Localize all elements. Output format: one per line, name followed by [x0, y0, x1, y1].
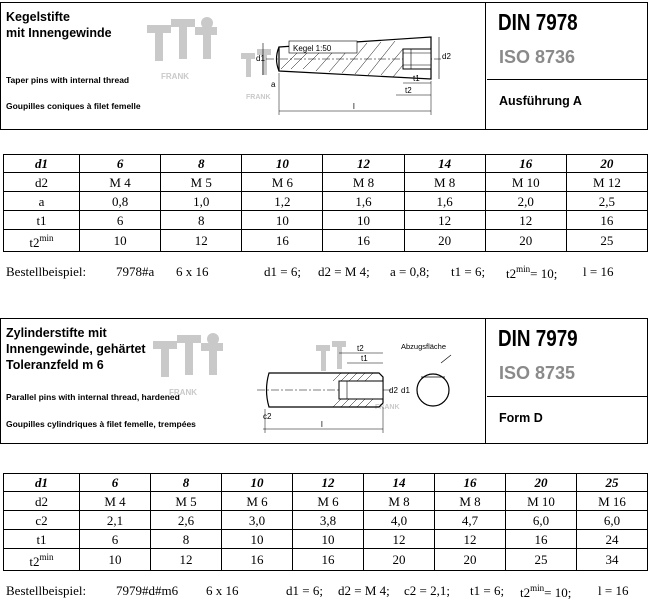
order-t2-sup: min	[530, 583, 545, 593]
table-cell: 6,0	[577, 511, 648, 530]
dim-d2: d2	[389, 386, 398, 395]
table-cell: 1,0	[161, 192, 242, 211]
header-cell: 16	[485, 155, 566, 173]
row-label: d2	[4, 173, 80, 192]
order-size: 6 x 16	[176, 264, 209, 279]
table-cell: 16	[506, 530, 577, 549]
header-cell: 6	[80, 474, 151, 492]
row-label	[4, 549, 80, 571]
table-cell: 8	[151, 530, 222, 549]
order-d2: d2 = M 4;	[318, 264, 370, 279]
table-cell: M 4	[80, 173, 161, 192]
table-cell: 12	[435, 530, 506, 549]
order-t2-value: = 10;	[530, 266, 558, 281]
row-label: c2	[4, 511, 80, 530]
row-label-text: t2	[29, 554, 40, 569]
section1-title: Kegelstifte mit Innengewinde	[6, 10, 112, 40]
table-cell: 8	[161, 211, 242, 230]
header-cell: 8	[151, 474, 222, 492]
table-cell: 10	[242, 211, 323, 230]
table-cell: M 12	[566, 173, 647, 192]
table-cell: 1,2	[242, 192, 323, 211]
section1-subtitle-fr: Goupilles coniques à filet femelle	[6, 101, 141, 111]
table-row	[4, 492, 648, 511]
header-cell: 10	[242, 155, 323, 173]
table-cell: 6	[80, 530, 151, 549]
dim-d2: d2	[442, 52, 451, 61]
table-cell: M 10	[485, 173, 566, 192]
order-t2-value: = 10;	[544, 585, 572, 600]
dim-t1: t1	[361, 354, 368, 363]
row-label: t1	[4, 530, 80, 549]
table-cell: 0,8	[80, 192, 161, 211]
flat-label: Abzugsfläche	[401, 342, 447, 351]
table-row	[4, 530, 648, 549]
header-cell: 14	[404, 155, 485, 173]
header-cell: 8	[161, 155, 242, 173]
table-cell: M 6	[242, 173, 323, 192]
table-cell: M 4	[80, 492, 151, 511]
dim-l: l	[353, 102, 355, 111]
section1-subtitle-en: Taper pins with internal thread	[6, 75, 130, 85]
section2-subtitle-fr: Goupilles cylindriques à filet femelle, trempées	[6, 419, 196, 429]
section2-title: Zylinderstifte mit Innengewinde, gehärtet Toleranzfeld m 6	[6, 326, 146, 372]
table-cell: M 5	[161, 173, 242, 192]
order-code: 7978#a	[116, 264, 155, 279]
table-cell: 12	[404, 211, 485, 230]
table-row	[4, 549, 648, 571]
section1-technical-drawing	[141, 3, 471, 129]
section1-variant: Ausführung A	[499, 94, 582, 108]
table-cell: 12	[151, 549, 222, 571]
section2-variant: Form D	[499, 411, 543, 425]
taper-label: Kegel 1:50	[293, 44, 332, 53]
table-cell: 2,5	[566, 192, 647, 211]
table-cell: M 8	[364, 492, 435, 511]
order-t1: t1 = 6;	[451, 264, 486, 279]
table-row	[4, 173, 648, 192]
table-cell: M 5	[151, 492, 222, 511]
order-l: l = 16	[583, 264, 614, 279]
table-cell: 10	[222, 530, 293, 549]
table-cell: 12	[364, 530, 435, 549]
order-c2: c2 = 2,1;	[404, 583, 450, 598]
order-t2-sup: min	[516, 264, 531, 274]
header-cell: 25	[577, 474, 648, 492]
table-cell: 16	[293, 549, 364, 571]
frank-logo-text-2: FRANK	[246, 94, 271, 101]
table-row	[4, 474, 648, 492]
header-cell: 12	[293, 474, 364, 492]
section1-header	[0, 2, 648, 130]
section2-technical-drawing	[151, 319, 483, 443]
dim-t1: t1	[413, 74, 420, 83]
table-cell: M 8	[404, 173, 485, 192]
order-t2-label: t2	[506, 266, 517, 281]
row-label: a	[4, 192, 80, 211]
order-l: l = 16	[598, 583, 629, 598]
table-cell: 10	[293, 530, 364, 549]
table-cell: 24	[577, 530, 648, 549]
table-cell: 3,0	[222, 511, 293, 530]
dim-d1: d1	[256, 54, 265, 63]
table-cell: 16	[566, 211, 647, 230]
order-code: 7979#d#m6	[116, 583, 179, 598]
header-cell: 10	[222, 474, 293, 492]
header-cell: 20	[506, 474, 577, 492]
table-cell: 1,6	[404, 192, 485, 211]
header-cell: 20	[566, 155, 647, 173]
header-cell: 12	[323, 155, 404, 173]
section2-header	[0, 318, 648, 444]
table-row	[4, 211, 648, 230]
table-cell: 20	[435, 549, 506, 571]
frank-logo-text: FRANK	[169, 388, 197, 397]
table-cell: 10	[323, 211, 404, 230]
table-cell: 16	[242, 230, 323, 252]
table-cell: 25	[506, 549, 577, 571]
section1-dimension-table	[3, 154, 648, 252]
order-d1: d1 = 6;	[264, 264, 301, 279]
row-label-text: t2	[29, 235, 40, 250]
section1-din-separator	[487, 79, 647, 80]
header-label: d1	[35, 475, 48, 490]
dim-a: a	[271, 80, 276, 89]
table-cell: 6,0	[506, 511, 577, 530]
table-row	[4, 511, 648, 530]
table-cell: M 6	[222, 492, 293, 511]
section2-dimension-table	[3, 473, 648, 571]
table-cell: 16	[323, 230, 404, 252]
section1-iso: ISO 8736	[499, 47, 576, 67]
header-cell: 14	[364, 474, 435, 492]
table-cell: 20	[404, 230, 485, 252]
header-label: d1	[35, 156, 48, 171]
table-row	[4, 155, 648, 173]
order-label: Bestellbeispiel:	[6, 264, 87, 279]
order-label: Bestellbeispiel:	[6, 583, 87, 598]
header-cell: 6	[80, 155, 161, 173]
table-cell: 34	[577, 549, 648, 571]
table-cell: M 8	[435, 492, 506, 511]
frank-logo-text: FRANK	[161, 72, 189, 81]
table-cell: M 8	[323, 173, 404, 192]
order-t1: t1 = 6;	[470, 583, 505, 598]
dim-t2: t2	[405, 86, 412, 95]
table-cell: 16	[222, 549, 293, 571]
frank-logo	[153, 333, 223, 397]
dim-l: l	[321, 420, 323, 429]
row-label-sup: min	[39, 552, 54, 562]
table-cell: 25	[566, 230, 647, 252]
table-cell: 20	[364, 549, 435, 571]
section2-subtitle-en: Parallel pins with internal thread, hardened	[6, 392, 180, 402]
table-cell: 12	[485, 211, 566, 230]
header-cell: 16	[435, 474, 506, 492]
table-cell: 20	[485, 230, 566, 252]
order-t2	[520, 583, 571, 601]
table-cell: 12	[161, 230, 242, 252]
table-cell: 10	[80, 549, 151, 571]
table-cell: 4,7	[435, 511, 506, 530]
table-cell: 4,0	[364, 511, 435, 530]
table-cell: M 10	[506, 492, 577, 511]
table-row	[4, 192, 648, 211]
row-label	[4, 474, 80, 492]
order-d1: d1 = 6;	[286, 583, 323, 598]
section2-din-separator	[487, 396, 647, 397]
table-row	[4, 230, 648, 252]
frank-logo-text-2: FRANK	[375, 404, 400, 411]
frank-logo	[147, 17, 217, 81]
section2-iso: ISO 8735	[499, 363, 576, 383]
table-cell: 2,1	[80, 511, 151, 530]
order-a: a = 0,8;	[390, 264, 430, 279]
dim-t2: t2	[357, 344, 364, 353]
dim-d1: d1	[401, 386, 410, 395]
section1-din: DIN 7978	[498, 9, 578, 35]
dim-c2: c2	[263, 412, 272, 421]
row-label: t1	[4, 211, 80, 230]
section2-din: DIN 7979	[498, 325, 578, 351]
table-cell: 6	[80, 211, 161, 230]
row-label	[4, 155, 80, 173]
row-label-sup: min	[39, 233, 54, 243]
order-d2: d2 = M 4;	[338, 583, 390, 598]
table-cell: 2,0	[485, 192, 566, 211]
table-cell: 2,6	[151, 511, 222, 530]
table-cell: M 6	[293, 492, 364, 511]
order-t2	[506, 264, 557, 282]
row-label	[4, 230, 80, 252]
order-t2-label: t2	[520, 585, 531, 600]
table-cell: 10	[80, 230, 161, 252]
table-cell: 1,6	[323, 192, 404, 211]
order-size: 6 x 16	[206, 583, 239, 598]
row-label: d2	[4, 492, 80, 511]
table-cell: M 16	[577, 492, 648, 511]
table-cell: 3,8	[293, 511, 364, 530]
